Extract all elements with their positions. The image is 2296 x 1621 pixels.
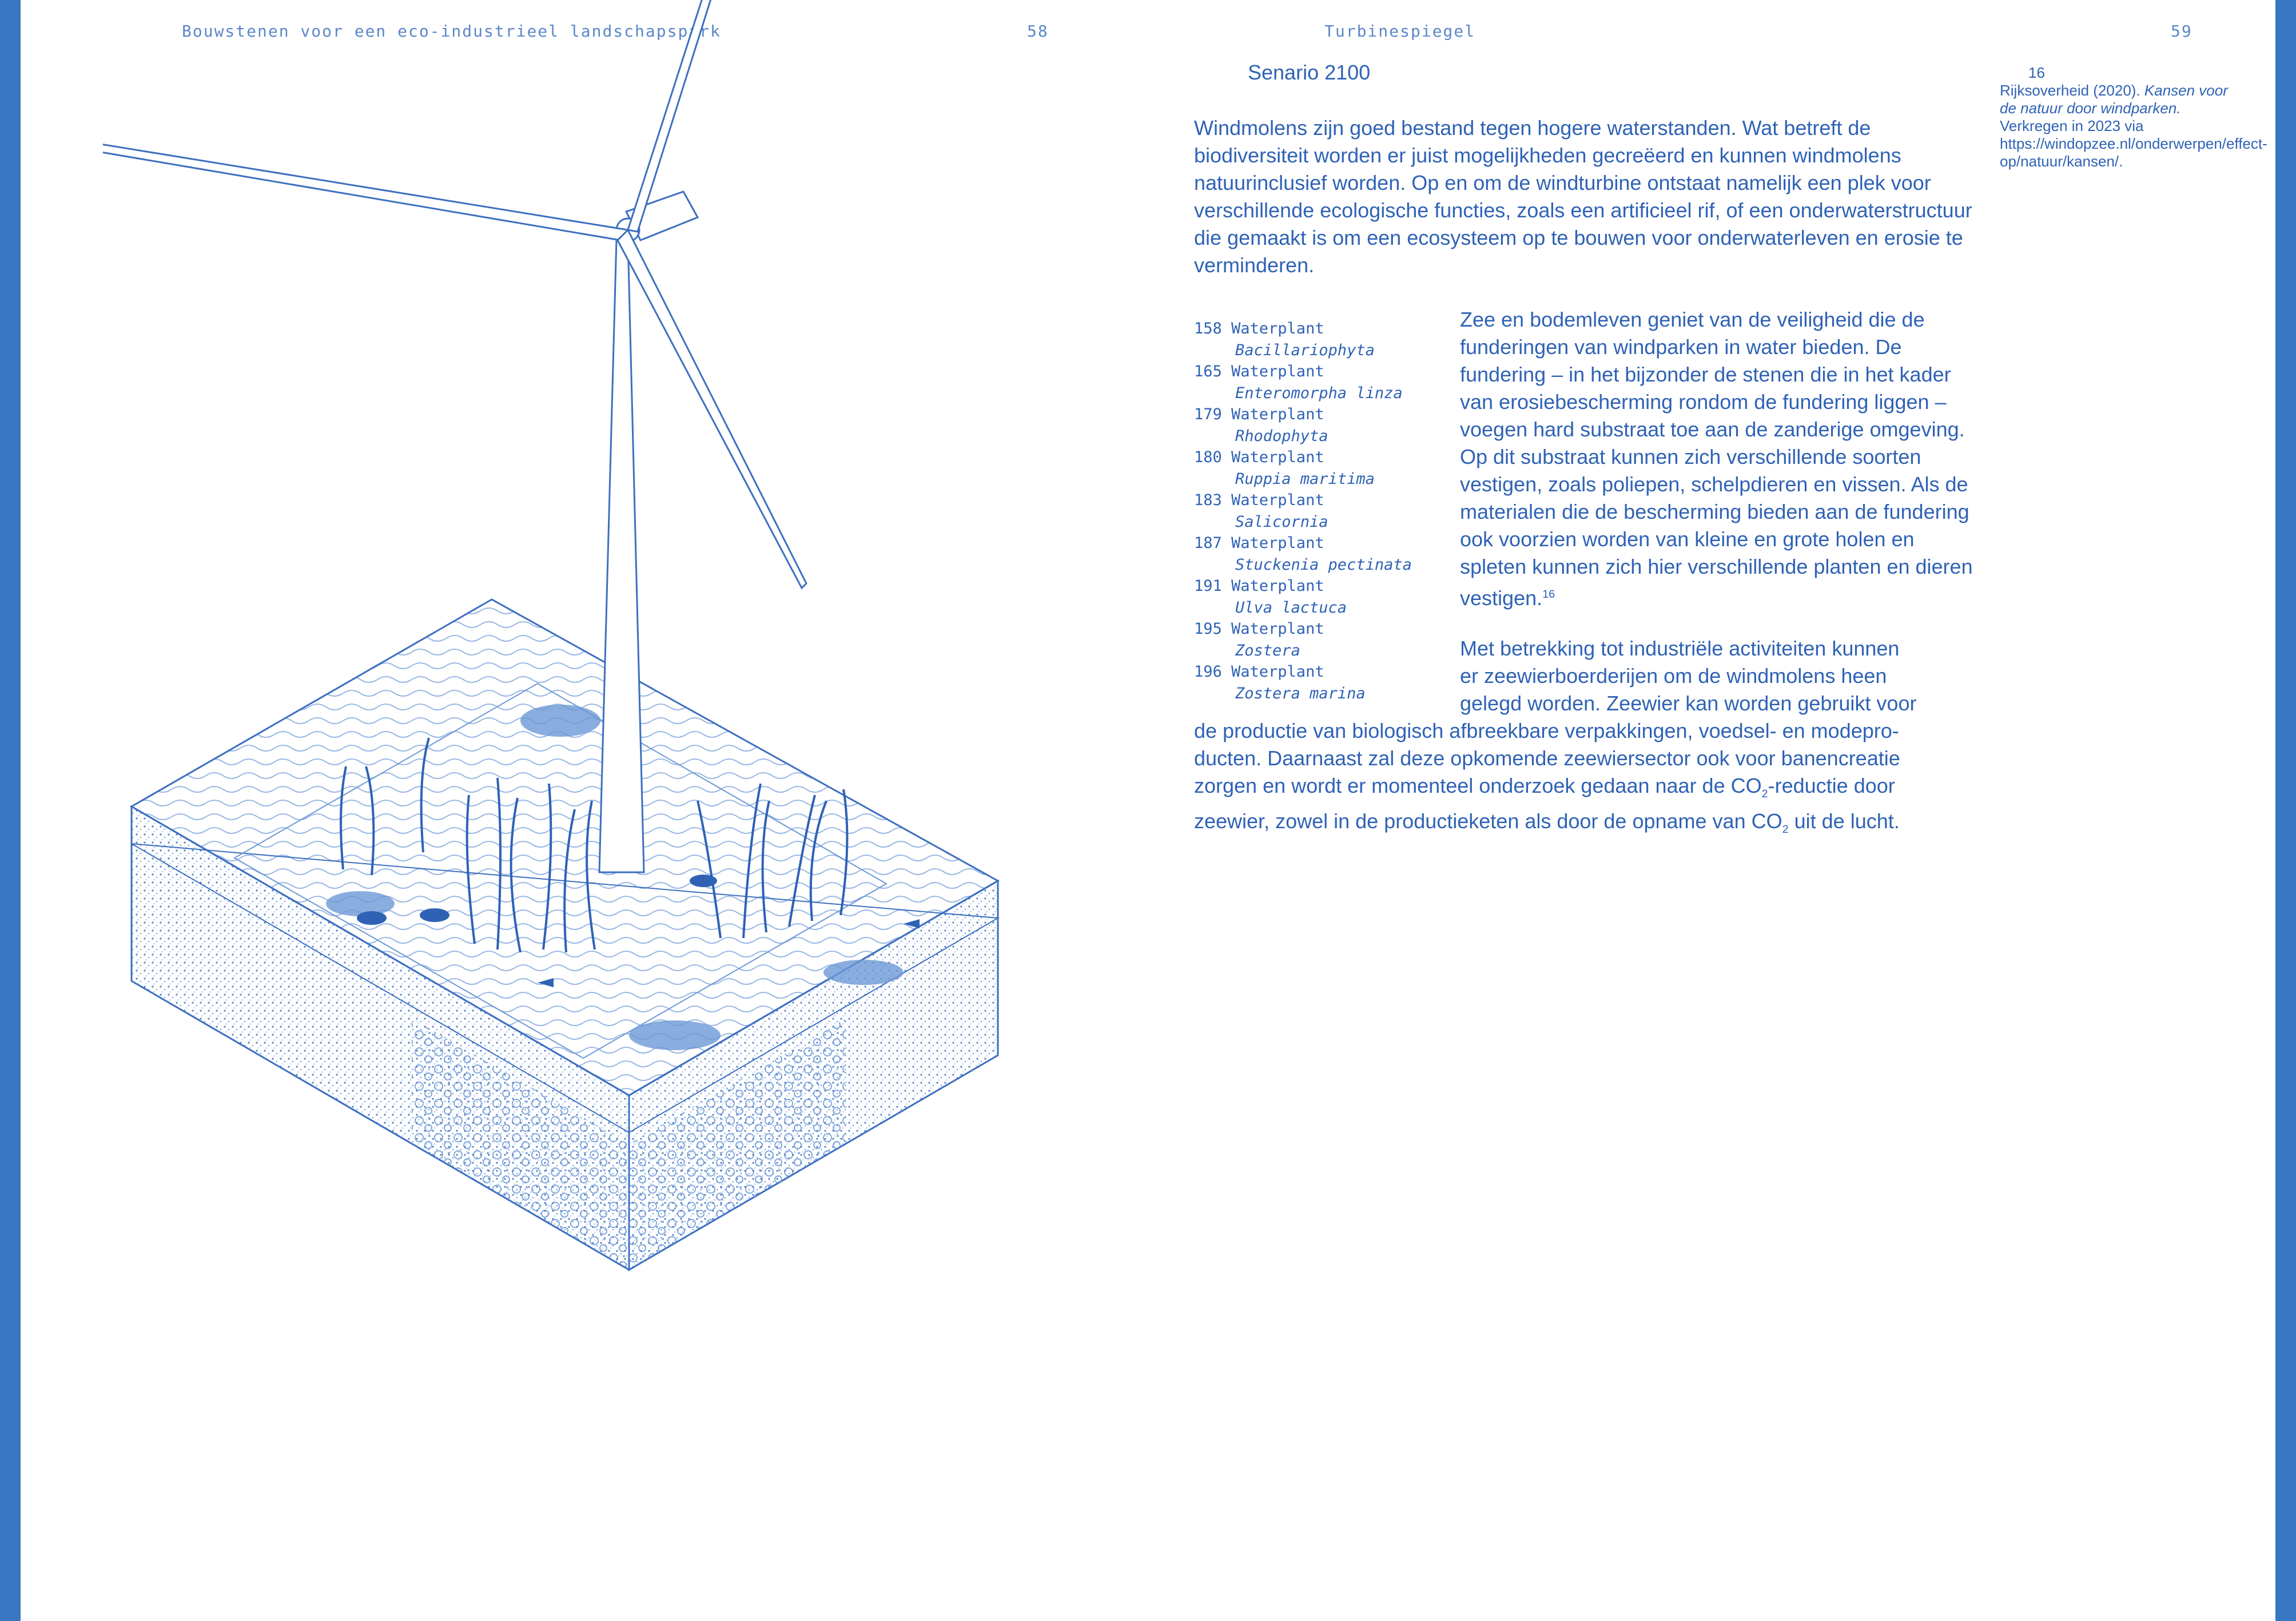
page-number-left: 58 [1027,22,1049,41]
footnote-link[interactable]: Verkregen in 2023 via https://windopzee.nl/onderwerpen/effect-op/natuur/kansen/. [2000,117,2267,170]
paragraph-foundation-text: Zee en bodemleven geniet van de veiligheid die de funderingen van windparken in water bieden. De fundering – in het bijzonder de stenen die in het kader van erosiebescherming rondom de fundering liggen – voegen hard substraat toe aan de zanderige omgeving. Op dit substraat kunnen zich verschillende soorten vestigen, zoals poliepen, schelpdieren en vissen. Als de materialen die de bescherming bieden aan de fundering ook voorzien worden van kleine en grote holen en spleten kunnen zich hier verschillende planten en dieren vestigen. [1460,308,1973,610]
intro-paragraph [1194,114,1983,279]
wind-turbine-ecosystem-illustration [103,0,1064,1293]
list-item: 191 Waterplant Ulva lactuca [1194,577,1347,617]
page-edge-left [0,0,21,1621]
section-heading: Senario 2100 [1248,61,1371,84]
list-item: 180 Waterplant Ruppia maritima [1194,448,1375,488]
list-item: 165 Waterplant Enteromorpha linza [1194,363,1403,402]
running-title-right: Turbinespiegel [1324,22,1476,41]
footnote-reference[interactable]: 16 [1542,588,1555,601]
list-item: 179 Waterplant Rhodophyta [1194,406,1328,445]
list-item: 183 Waterplant Salicornia [1194,491,1328,531]
page-edge-right [2275,0,2296,1621]
list-item: 187 Waterplant Stuckenia pectinata [1194,534,1412,574]
list-item: 158 Waterplant Bacillariophyta [1194,320,1375,359]
page-number-right: 59 [2171,22,2192,41]
intro-text: Windmolens zijn goed bestand tegen hogere waterstanden. Wat betreft de biodiversiteit worden er juist mogelijkheden gecreëerd en kunnen windmolens natuurinclusief worden. Op en om de windturbine ontstaat namelijk een plek voor verschillende ecologische functies, zoals een artificieel rif, of een onderwaterstructuur die gemaakt is om een ecosysteem op te bouwen voor onderwaterleven en erosie te verminderen. [1194,116,1972,277]
footnote [2000,64,2267,170]
footnote-title: Kansen voor de natuur door windparken. [2000,82,2228,117]
paragraph-foundation [1460,306,1975,612]
running-title-left: Bouwstenen voor een eco-industrieel landschapspark [182,22,721,41]
list-item: 195 Waterplant Zostera [1194,620,1324,659]
footnote-number: 16 [2028,64,2045,81]
paragraph-seaweed-end: de productie van biologisch afbreekbare verpakkingen, voedsel- en modepro- ducten. Daarnaast zal deze opkomende zeewiersector ook voor banencreatie zorgen en wordt er momenteel onderzoek gedaan naar de $CO_2$-reductie door zeewier, zowel in de productieketen als door de opname van $CO_2$ uit de lucht. [1194,719,1900,836]
paragraph-seaweed-start: Met betrekking tot industriële activiteiten kunnen er zeewierboerderijen om de windmolens heen gelegd worden. Zeewier kan worden gebruikt voor [1460,637,1917,715]
species-list [1194,318,1412,704]
list-item: 196 Waterplant Zostera marina [1194,663,1366,702]
footnote-source: Rijksoverheid (2020). [2000,82,2144,99]
